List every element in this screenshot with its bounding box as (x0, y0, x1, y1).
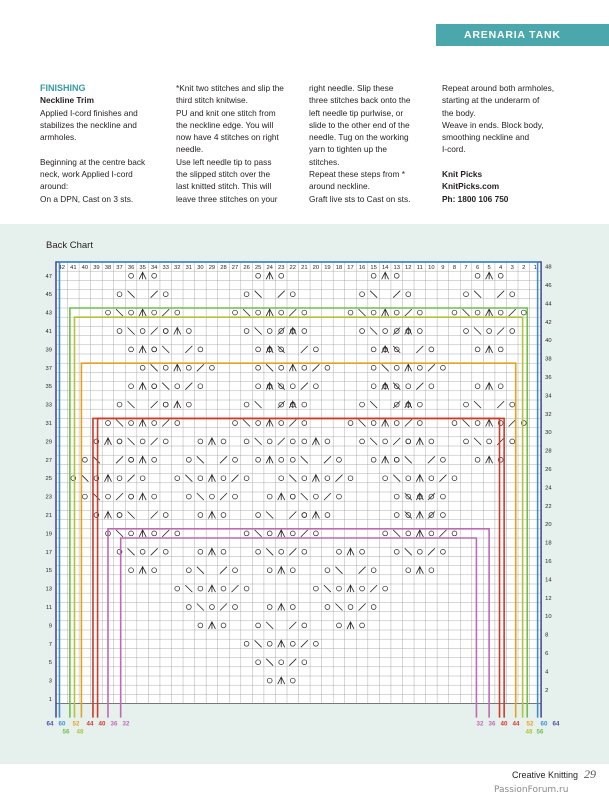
row-number: 26 (545, 467, 552, 473)
text-line: leave three stitches on your (176, 193, 278, 204)
size-label: 32 (122, 720, 130, 728)
row-number: 16 (545, 559, 552, 565)
row-number: 43 (45, 310, 52, 317)
text-line: PU and knit one stitch from (176, 107, 276, 118)
supplier-phone: Ph: 1800 106 750 (442, 193, 509, 204)
column-number: 14 (381, 265, 389, 272)
size-label: 44 (86, 720, 94, 728)
column-number: 32 (174, 265, 181, 272)
column-number: 25 (254, 265, 262, 272)
column-number: 37 (116, 265, 123, 272)
column-4 (442, 82, 572, 205)
column-number: 16 (358, 265, 366, 272)
column-number: 21 (301, 265, 308, 272)
column-number: 15 (370, 265, 377, 272)
row-number: 42 (545, 319, 552, 326)
row-number: 13 (45, 586, 52, 593)
row-number: 40 (545, 338, 552, 345)
size-label: 60 (58, 720, 66, 728)
row-number: 3 (48, 678, 52, 685)
row-number: 7 (48, 641, 52, 648)
size-label: 56 (62, 728, 70, 736)
column-number: 29 (208, 265, 216, 272)
row-number: 1 (48, 697, 52, 703)
text-line: stitches. (309, 156, 340, 167)
size-label: 64 (46, 720, 54, 728)
size-label: 32 (476, 720, 484, 728)
header-bar (436, 24, 609, 46)
column-number: 40 (81, 265, 89, 272)
row-number: 45 (45, 292, 52, 299)
text-line: On a DPN, Cast on 3 sts. (40, 193, 134, 204)
row-number: 28 (545, 448, 552, 455)
column-number: 19 (324, 265, 331, 272)
column-number: 22 (289, 265, 297, 272)
row-number: 19 (45, 531, 52, 538)
row-number: 30 (545, 430, 552, 437)
row-number: 11 (45, 605, 52, 611)
finishing-heading: FINISHING (40, 83, 86, 93)
row-number: 27 (45, 457, 52, 464)
column-number: 28 (220, 265, 227, 272)
text-line: Applied I-cord finishes and (40, 107, 138, 118)
column-number: 20 (312, 265, 320, 272)
column-number: 8 (452, 265, 457, 272)
row-number: 37 (45, 365, 52, 372)
row-number: 14 (545, 577, 552, 584)
neckline-subheading: Neckline Trim (40, 95, 94, 106)
column-3 (309, 82, 433, 205)
text-line: neck, work Applied I-cord (40, 169, 133, 180)
text-line: Beginning at the centre back (40, 156, 146, 167)
size-label: 36 (488, 720, 496, 728)
text-line: Repeat these steps from * (309, 169, 405, 180)
supplier-website: KnitPicks.com (442, 181, 500, 192)
text-line: slide to the other end of the (309, 119, 410, 130)
row-number: 23 (45, 494, 52, 501)
row-number: 33 (45, 402, 52, 409)
column-number: 31 (185, 265, 193, 272)
column-number: 24 (266, 265, 273, 272)
pattern-title: ARENARIA TANK (464, 29, 561, 41)
row-number: 25 (45, 476, 52, 483)
size-label: 64 (552, 720, 560, 728)
chart-title: Back Chart (46, 240, 93, 251)
row-number: 15 (45, 568, 52, 575)
text-line: armholes. (40, 132, 77, 143)
row-number: 12 (545, 595, 552, 602)
row-number: 35 (45, 384, 52, 391)
column-number: 1 (533, 265, 537, 272)
text-line: needle. Tug on the working (309, 132, 409, 143)
row-number: 34 (545, 393, 552, 400)
text-line: the body. (442, 107, 476, 118)
text-line: the neckline edge. You will (176, 119, 274, 130)
size-label: 48 (76, 728, 84, 736)
text-line: smoothing neckline and (442, 132, 530, 143)
column-number: 26 (243, 265, 250, 272)
text-line: stabilizes the neckline and (40, 119, 137, 130)
row-number: 6 (545, 651, 549, 657)
text-line: now have 4 stitches on right (176, 132, 279, 143)
text-line: Graft live sts to Cast on sts. (309, 193, 411, 204)
text-line: Use left needle tip to pass (176, 156, 272, 167)
row-number: 22 (545, 503, 552, 510)
row-number: 24 (545, 485, 552, 492)
knitting-chart (0, 254, 609, 754)
column-number: 34 (150, 265, 158, 272)
column-number: 12 (405, 265, 412, 272)
size-label: 52 (526, 720, 534, 728)
column-number: 10 (428, 265, 435, 272)
row-number: 8 (545, 632, 549, 639)
column-number: 38 (104, 265, 112, 272)
row-number: 48 (545, 264, 552, 271)
supplier-name: Knit Picks (442, 169, 483, 180)
size-label: 40 (98, 720, 106, 728)
size-label: 40 (500, 720, 508, 728)
row-number: 31 (45, 421, 52, 427)
page-number: 29 (584, 767, 596, 781)
size-label: 60 (540, 720, 548, 728)
text-line: three stitches back onto the (309, 95, 411, 106)
size-label: 44 (512, 720, 520, 728)
column-number: 3 (510, 265, 514, 272)
column-number: 4 (499, 265, 503, 272)
row-number: 32 (545, 411, 552, 418)
column-number: 30 (197, 265, 204, 272)
row-number: 17 (45, 549, 52, 556)
watermark: PassionForum.ru (494, 785, 569, 795)
column-number: 13 (393, 265, 400, 272)
row-number: 9 (48, 623, 52, 630)
column-number: 33 (162, 265, 169, 272)
column-number: 39 (93, 265, 100, 272)
text-line: last knitted stitch. This will (176, 181, 272, 192)
text-line: third stitch knitwise. (176, 95, 248, 106)
size-label: 48 (525, 728, 533, 736)
text-line: I-cord. (442, 144, 466, 155)
row-number: 5 (48, 660, 52, 667)
text-line: needle. (176, 144, 204, 155)
magazine-name: Creative Knitting (512, 770, 579, 780)
column-1 (40, 82, 170, 205)
column-number: 23 (277, 265, 285, 272)
column-number: 5 (487, 265, 491, 272)
column-number: 42 (58, 265, 66, 272)
size-label: 56 (536, 728, 544, 736)
text-line: yarn to tighten up the (309, 144, 387, 155)
text-line: right needle. Slip these (309, 83, 394, 93)
text-line: around: (40, 181, 69, 192)
row-number: 44 (545, 301, 552, 308)
column-2 (176, 82, 300, 205)
text-line: around neckline. (309, 181, 370, 192)
column-number: 36 (127, 265, 135, 272)
row-number: 46 (545, 283, 552, 289)
row-number: 39 (45, 347, 52, 354)
row-number: 47 (45, 273, 52, 280)
column-number: 41 (70, 265, 77, 272)
column-number: 17 (347, 265, 354, 272)
row-number: 2 (545, 687, 549, 694)
column-number: 9 (441, 265, 445, 272)
text-line: left needle tip purlwise, or (309, 107, 404, 118)
row-number: 38 (545, 356, 552, 363)
column-number: 35 (139, 265, 146, 272)
size-label: 36 (110, 720, 118, 728)
column-number: 7 (464, 265, 468, 272)
row-number: 18 (545, 540, 552, 547)
row-number: 21 (45, 513, 52, 519)
column-number: 18 (335, 265, 343, 272)
column-number: 27 (231, 265, 239, 272)
row-number: 36 (545, 375, 552, 381)
row-number: 41 (45, 329, 52, 335)
column-number: 2 (522, 265, 526, 272)
column-number: 11 (416, 265, 423, 272)
text-line: Weave in ends. Block body, (442, 119, 544, 130)
column-number: 6 (475, 265, 480, 272)
row-number: 4 (545, 669, 549, 676)
row-number: 10 (545, 614, 552, 621)
row-number: 29 (45, 439, 52, 446)
text-line: Repeat around both armholes, (442, 83, 555, 93)
text-line: the slipped stitch over the (176, 169, 271, 180)
text-line: *Knit two stitches and slip the (176, 83, 284, 93)
size-label: 52 (72, 720, 80, 728)
row-number: 20 (545, 522, 552, 529)
text-line: starting at the underarm of (442, 95, 540, 106)
